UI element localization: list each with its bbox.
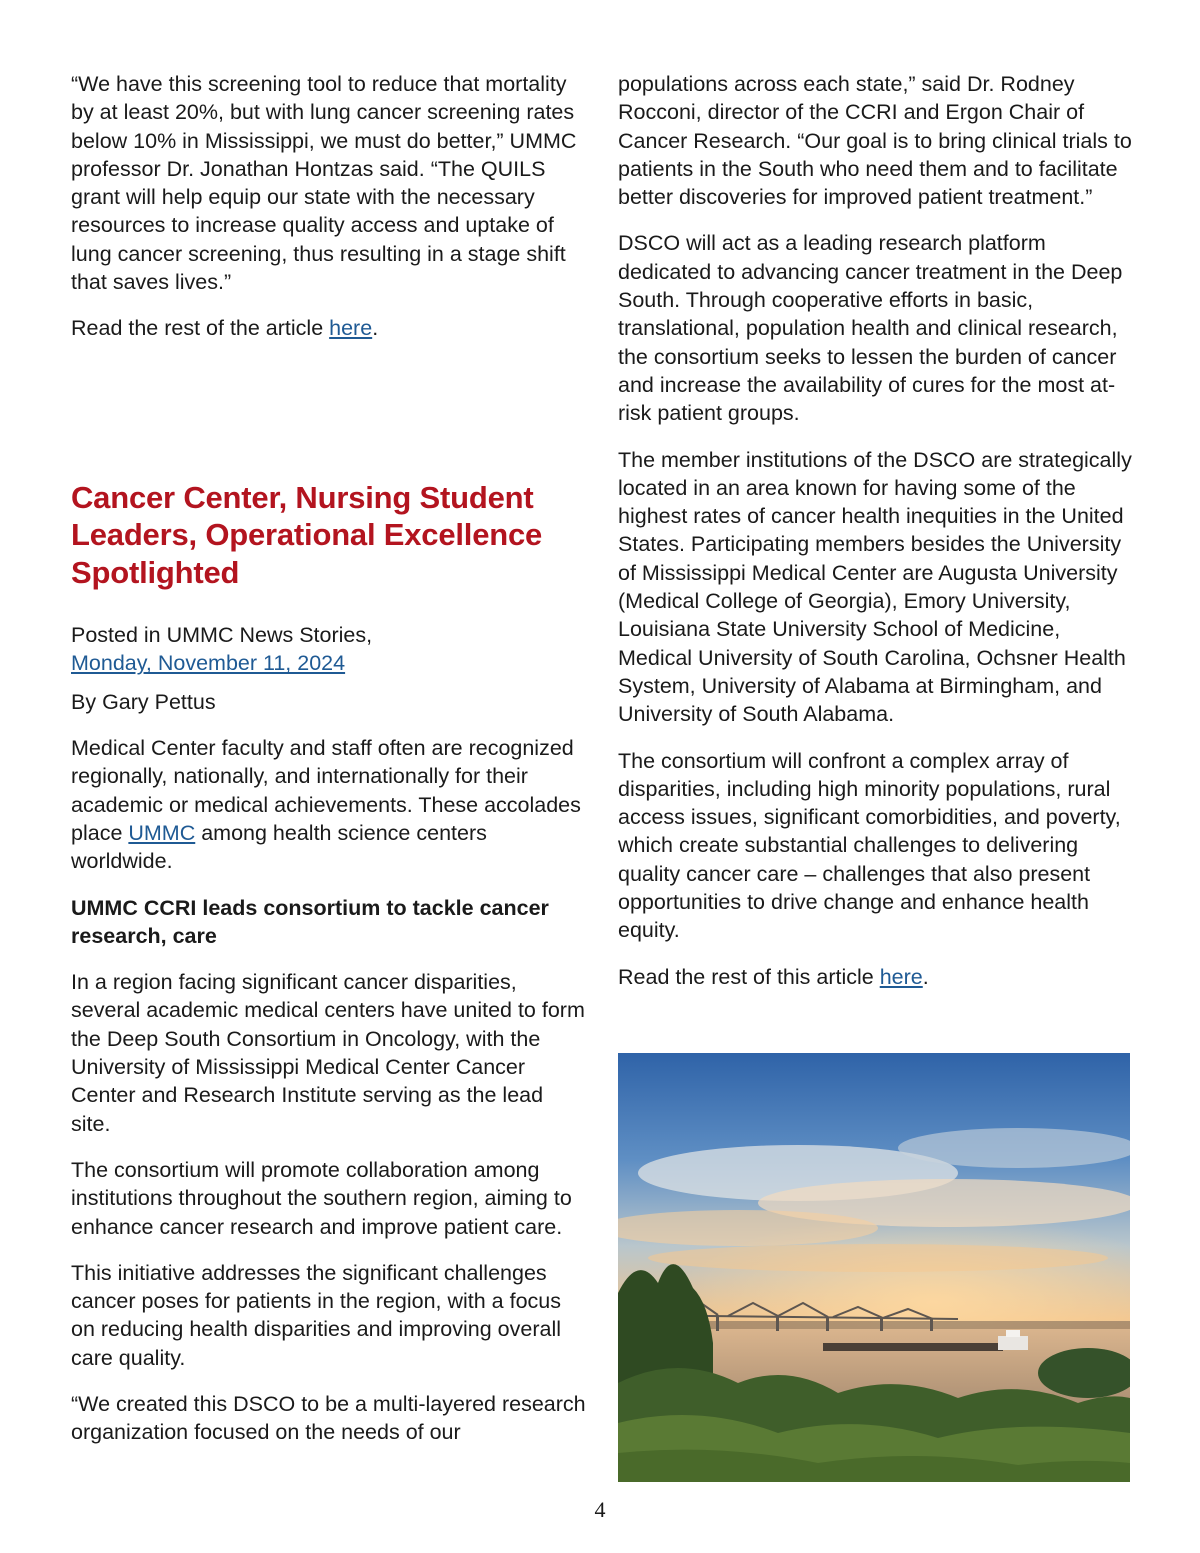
- left-column: [71, 70, 587, 1465]
- read-more-prefix-2: Read the rest of this article: [618, 964, 880, 989]
- read-more-suffix-2: .: [922, 964, 929, 989]
- posted-in: Posted in UMMC News Stories,: [71, 623, 373, 648]
- body-paragraph-1: In a region facing significant cancer disparities, several academic medical centers have united to form the Deep South Consortium in Oncology, with the University of Mississippi Medical Center Cancer Center and Research Institute serving as the lead site.: [71, 970, 585, 1136]
- body-paragraph-2: The consortium will promote collaboration among institutions throughout the southern region, aiming to enhance cancer research and improve patient care.: [71, 1157, 572, 1239]
- intro-quote: “We have this screening tool to reduce that mortality by at least 20%, but with lung cancer screening rates below 10% in Mississippi, we must do better,” UMMC professor Dr. Jonathan Hontzas said. “The QUILS grant will help equip our state with the necessary resources to increase quality access and uptake of lung cancer screening, thus resulting in a stage shift that saves lives.”: [71, 72, 577, 295]
- right-paragraph-3: The member institutions of the DSCO are strategically located in an area known for having some of the highest rates of cancer health inequities in the United States. Participating members besides the University of Mississippi Medical Center are Augusta University (Medical College of Georgia), Emory University, Louisiana State University School of Medicine, Medical University of South Carolina, Ochsner Health System, University of Alabama at Birmingham, and University of South Alabama.: [618, 447, 1132, 727]
- article-headline: Cancer Center, Nursing Student Leaders, Operational Excellence Spotlighted: [71, 479, 543, 590]
- intro-paragraph: [71, 734, 587, 875]
- read-more-prefix: Read the rest of the article: [71, 316, 330, 341]
- section-subhead: UMMC CCRI leads consortium to tackle cancer research, care: [71, 895, 549, 948]
- body-paragraph-3: This initiative addresses the significant challenges cancer poses for patients in the region, with a focus on reducing health disparities and improving overall care quality.: [71, 1260, 562, 1370]
- post-date-link[interactable]: Monday, November 11, 2024: [71, 651, 346, 676]
- byline: By Gary Pettus: [71, 689, 216, 714]
- right-paragraph-4: The consortium will confront a complex array of disparities, including high minority populations, rural access issues, significant comorbidities, and poverty, which create substantial challenges to delivering quality cancer care – challenges that also present opportunities to drive change and enhance health equity.: [618, 748, 1121, 943]
- read-more-suffix: .: [372, 316, 379, 341]
- read-more-link[interactable]: here: [329, 316, 373, 341]
- intro-prefix: Medical Center faculty and staff often are recognized regionally, nationally, and internationally for their academic or medical achievements. These accolades place: [71, 736, 581, 845]
- river-bridge-photo: [618, 1053, 1130, 1482]
- right-paragraph-2: DSCO will act as a leading research platform dedicated to advancing cancer treatment in the Deep South. Through cooperative efforts in basic, translational, population health and clinical research, the consortium seeks to lessen the burden of cancer and increase the availability of cures for the most at-risk patient groups.: [618, 231, 1123, 426]
- post-meta: [71, 621, 587, 678]
- read-more-line-2: [618, 963, 1134, 991]
- read-more-link-2[interactable]: here: [879, 964, 923, 989]
- ummc-link[interactable]: UMMC: [128, 820, 196, 845]
- page-number: 4: [594, 1497, 606, 1522]
- section-spacer: [71, 361, 587, 479]
- right-paragraph-1: populations across each state,” said Dr. Rodney Rocconi, director of the CCRI and Ergon Chair of Cancer Research. “Our goal is to bring clinical trials to patients in the South who need them and to facilitate better discoveries for improved patient treatment.”: [618, 72, 1132, 210]
- body-paragraph-4: “We created this DSCO to be a multi-layered research organization focused on the needs of our: [71, 1392, 586, 1445]
- intro-suffix: among health science centers worldwide.: [71, 820, 487, 874]
- read-more-line: [71, 314, 587, 342]
- right-column: [618, 70, 1134, 1009]
